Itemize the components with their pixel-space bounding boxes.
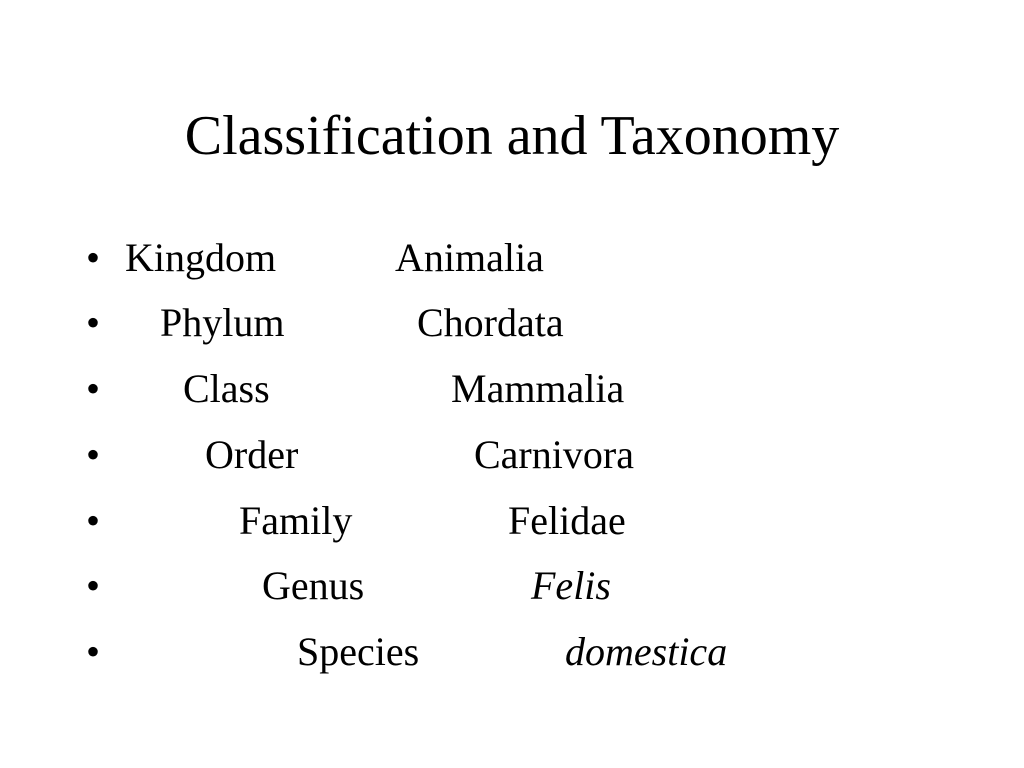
rank-label: Genus xyxy=(262,563,365,608)
bullet-icon: • xyxy=(86,300,101,345)
taxon-name: Animalia xyxy=(395,235,544,280)
list-item-species xyxy=(0,619,1024,685)
list-item-family xyxy=(0,488,1024,554)
bullet-icon: • xyxy=(86,629,101,674)
rank-label: Class xyxy=(183,366,270,411)
bullet-icon: • xyxy=(86,432,101,477)
list-item-phylum xyxy=(0,290,1024,356)
taxon-name: domestica xyxy=(565,629,728,674)
taxon-name: Felidae xyxy=(508,498,626,543)
taxon-name: Chordata xyxy=(417,300,564,345)
slide-title: Classification and Taxonomy xyxy=(184,105,840,167)
list-item-kingdom xyxy=(0,225,1024,291)
rank-label: Kingdom xyxy=(125,235,277,280)
taxon-name: Mammalia xyxy=(451,366,625,411)
taxon-name: Carnivora xyxy=(474,432,634,477)
bullet-icon: • xyxy=(86,235,101,280)
rank-label: Phylum xyxy=(160,300,285,345)
rank-label: Family xyxy=(239,498,353,543)
bullet-icon: • xyxy=(86,498,101,543)
taxon-name: Felis xyxy=(531,563,611,608)
list-item-genus xyxy=(0,553,1024,619)
rank-label: Order xyxy=(205,432,299,477)
bullet-icon: • xyxy=(86,563,101,608)
list-item-class xyxy=(0,356,1024,422)
list-item-order xyxy=(0,422,1024,488)
bullet-icon: • xyxy=(86,366,101,411)
rank-label: Species xyxy=(297,629,420,674)
bullet-list xyxy=(0,225,1024,685)
